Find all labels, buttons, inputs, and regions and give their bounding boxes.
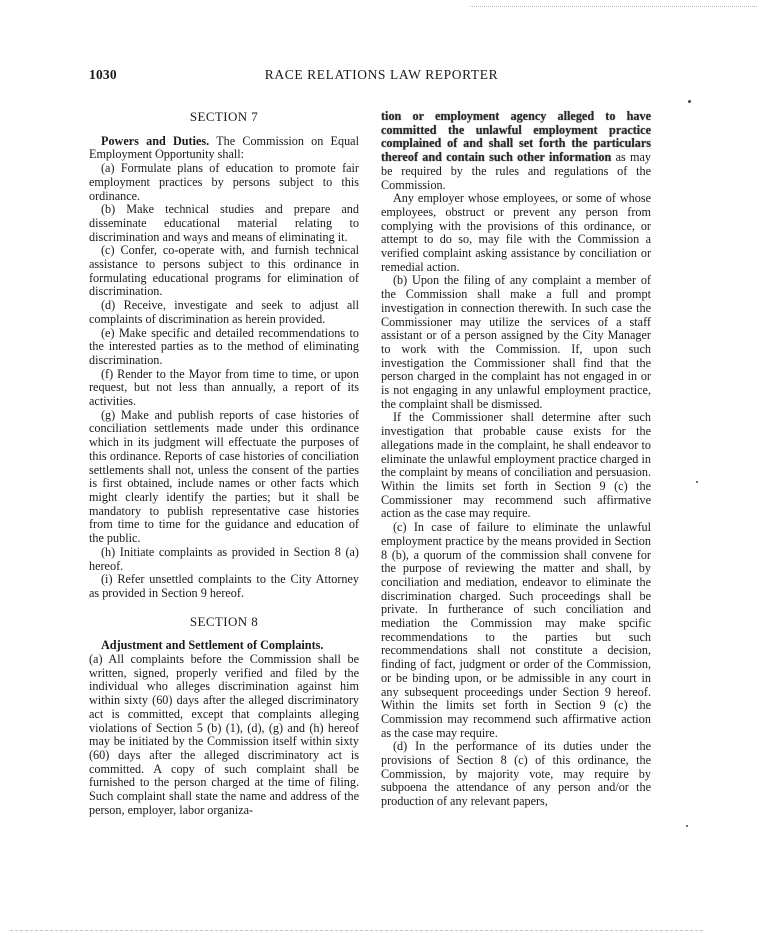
top-dotted-edge xyxy=(470,6,757,7)
item-f: (f) Render to the Mayor from time to time, or upon request, but not less than annually, a report of its activities. xyxy=(89,366,359,409)
bottom-scan-edge xyxy=(10,930,703,931)
item-b: (b) Make technical studies and prepare and disseminate educational material relating to discrimination and ways and means of eliminating it. xyxy=(89,202,359,244)
adjustment-runin: Adjustment and Settlement of Complaints. xyxy=(101,638,324,653)
continuation-text: as may be required by the rules and regulations of the Commission. xyxy=(381,150,651,192)
section-7-heading: SECTION 7 xyxy=(189,109,259,124)
scan-speck xyxy=(688,100,691,103)
item-i: (i) Refer unsettled complaints to the City Attorney as provided in Section 9 hereof. xyxy=(89,572,359,600)
item-e: (e) Make specific and detailed recommendations to the interested parties as to the method of eliminating discrimination. xyxy=(89,325,359,367)
powers-duties-runin: Powers and Duties. xyxy=(101,133,210,148)
section-7-intro xyxy=(89,135,359,162)
employer-paragraph: Any employer whose employees, or some of whose employees, obstruct or prevent any person from complying with the provisions of this ordinance, or attempt to do so, may file with the Commission a verified complaint asking assistance by conciliation or remedial action. xyxy=(381,191,651,274)
running-head: RACE RELATIONS LAW REPORTER xyxy=(264,67,499,82)
powers-duties-text: The Commission on Equal Employment Opportunity shall: xyxy=(89,133,359,162)
scan-speck xyxy=(696,481,698,483)
item-a: (a) Formulate plans of education to promote fair employment practices by persons subject to this ordinance. xyxy=(89,161,359,203)
scan-speck xyxy=(686,825,688,827)
para-c: (c) In case of failure to eliminate the unlawful employment practice by the means provided in Section 8 (b), a quorum of the commission shall convene for the purpose of reviewing the matter and shall, by conciliation and mediation, endeavor to eliminate the discrimination charged. Such proceedings shall be private. In furtherance of such conciliation and mediation the Commission may make spcific recommendations to the parties but such recommendations shall not constitute a decision, finding of fact, judgment or order of the Commission, or be binding upon, or be admissible in any court in any subsequent proceedings under Section 9 hereof. Within the limits set forth in Section 9 (c) the Commission may recommend such affirmative action as the case may require. xyxy=(381,520,651,740)
para-d: (d) In the performance of its duties under the provisions of Section 8 (c) of this ordinance, the Commission, by majority vote, may require by subpoena the attendance of any person and/or the production of any relevant papers, xyxy=(381,739,651,809)
item-c: (c) Confer, co-operate with, and furnish technical assistance to persons subject to this ordinance in formulating educational programs for elimination of discrimination. xyxy=(89,243,359,299)
item-d: (d) Receive, investigate and seek to adjust all complaints of discrimination as herein provided. xyxy=(89,298,359,326)
section-8-runin xyxy=(89,639,359,653)
item-g: (g) Make and publish reports of case histories of conciliation settlements made under this ordinance which in its judgment will effectuate the purposes of this ordinance. Reports of case histories of conciliation settlements shall not, unless the consent of the parties is first obtained, include names or other facts which might clearly identify the parties; but it shall be mandatory to publish representative case histories from time to time for the guidance and education of the public. xyxy=(89,407,359,546)
section-8-para-a: (a) All complaints before the Commission shall be written, signed, properly verified and filed by the individual who alleges discrimination against him within sixty (60) days after the alleged discriminatory act is committed, except that complaints alleging violations of Section 5 (b) (1), (d), (g) and (h) hereof may be initiated by the Commission itself within sixty (60) days after the alleged discriminatory act is committed. A copy of such complaint shall be furnished to the person charged at the time of filing. Such complaint shall state the name and address of the person, employer, labor organiza- xyxy=(89,652,359,817)
item-h: (h) Initiate complaints as provided in Section 8 (a) hereof. xyxy=(89,544,359,573)
probable-cause-paragraph: If the Commissioner shall determine after such investigation that probable cause exists for the allegations made in the complaint, he shall endeavor to eliminate the unlawful employment practice charged in the complaint by means of conciliation and persuasion. Within the limits set forth in Section 9 (c) the Commissioner may recommend such affirmative action as the case may require. xyxy=(381,410,651,521)
right-column xyxy=(381,110,651,809)
para-b: (b) Upon the filing of any complaint a member of the Commission shall make a full and prompt investigation in connection therewith. In such case the Commissioner may utilize the services of a staff assistant or of a person assigned by the City Manager to work with the Commission. If, upon such investigation the Commissioner shall find that the person charged in the complaint has not engaged in or is not engaging in any unlawful employment practice, the complaint shall be dismissed. xyxy=(381,273,651,411)
page-number: 1030 xyxy=(89,67,117,82)
smeared-text: tion or employment agency alleged to have committed the unlawful employment practice complained of and shall set forth the particulars thereof and contain such other information xyxy=(381,109,651,165)
section-8-heading: SECTION 8 xyxy=(189,613,259,629)
left-column xyxy=(89,110,359,817)
continuation-paragraph xyxy=(381,110,651,192)
